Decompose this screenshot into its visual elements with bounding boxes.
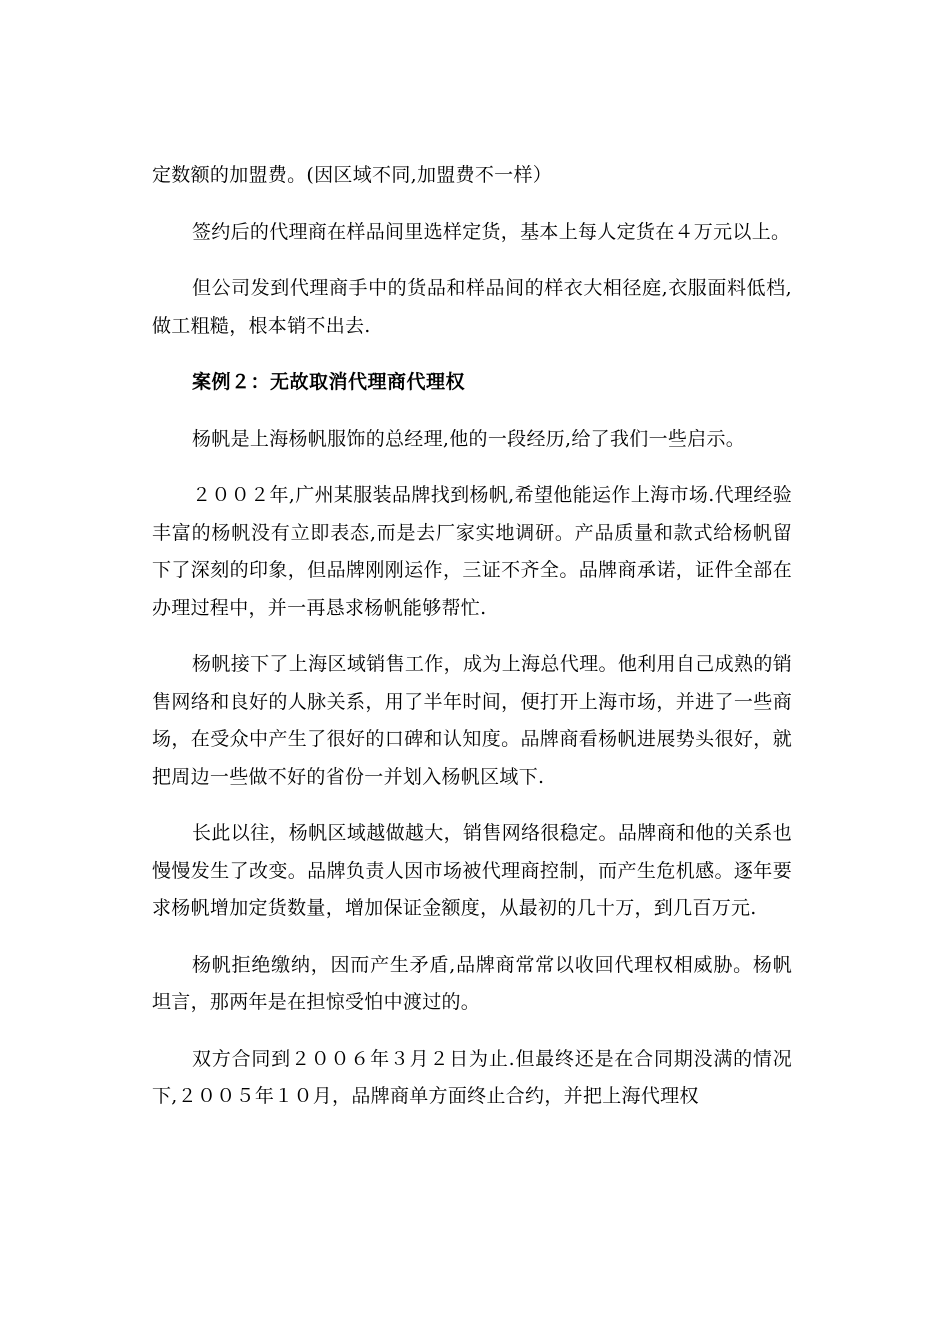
paragraph-poor-quality: 但公司发到代理商手中的货品和样品间的样衣大相径庭,衣服面料低档,做工粗糙，根本销不出去. — [152, 277, 792, 337]
case-2-heading: 案例２：无故取消代理商代理权 — [192, 371, 466, 393]
paragraph-2002-start: ２００２年,广州某服装品牌找到杨帆,希望他能运作上海市场.代理经验丰富的杨帆没有立即表态,而是去厂家实地调研。产品质量和款式给杨帆留下了深刻的印象，但品牌刚刚运作，三证不齐全。品牌商承诺，证件全部在办理过程中，并一再恳求杨帆能够帮忙. — [152, 484, 792, 619]
paragraph-sample-order: 签约后的代理商在样品间里选样定货，基本上每人定货在４万元以上。 — [192, 220, 791, 243]
paragraph-refusal: 杨帆拒绝缴纳，因而产生矛盾,品牌商常常以收回代理权相威胁。杨帆坦言，那两年是在担惊受怕中渡过的。 — [152, 953, 792, 1013]
paragraph-contract-termination: 双方合同到２００６年３月２日为止.但最终还是在合同期没满的情况下,２００５年１０月，品牌商单方面终止合约，并把上海代理权 — [152, 1047, 792, 1107]
paragraph-franchise-fee: 定数额的加盟费。(因区域不同,加盟费不一样） — [152, 164, 553, 186]
document-body — [152, 157, 792, 1135]
paragraph-relationship-change: 长此以往，杨帆区域越做越大，销售网络很稳定。品牌商和他的关系也慢慢发生了改变。品牌负责人因市场被代理商控制，而产生危机感。逐年要求杨帆增加定货数量，增加保证金额度，从最初的几十万，到几百万元. — [152, 822, 792, 919]
paragraph-yangfan-intro: 杨帆是上海杨帆服饰的总经理,他的一段经历,给了我们一些启示。 — [192, 427, 746, 450]
paragraph-shanghai-agent: 杨帆接下了上海区域销售工作，成为上海总代理。他利用自己成熟的销售网络和良好的人脉关系，用了半年时间，便打开上海市场，并进了一些商场，在受众中产生了很好的口碑和认知度。品牌商看杨帆进展势头很好，就把周边一些做不好的省份一并划入杨帆区域下. — [152, 653, 792, 788]
